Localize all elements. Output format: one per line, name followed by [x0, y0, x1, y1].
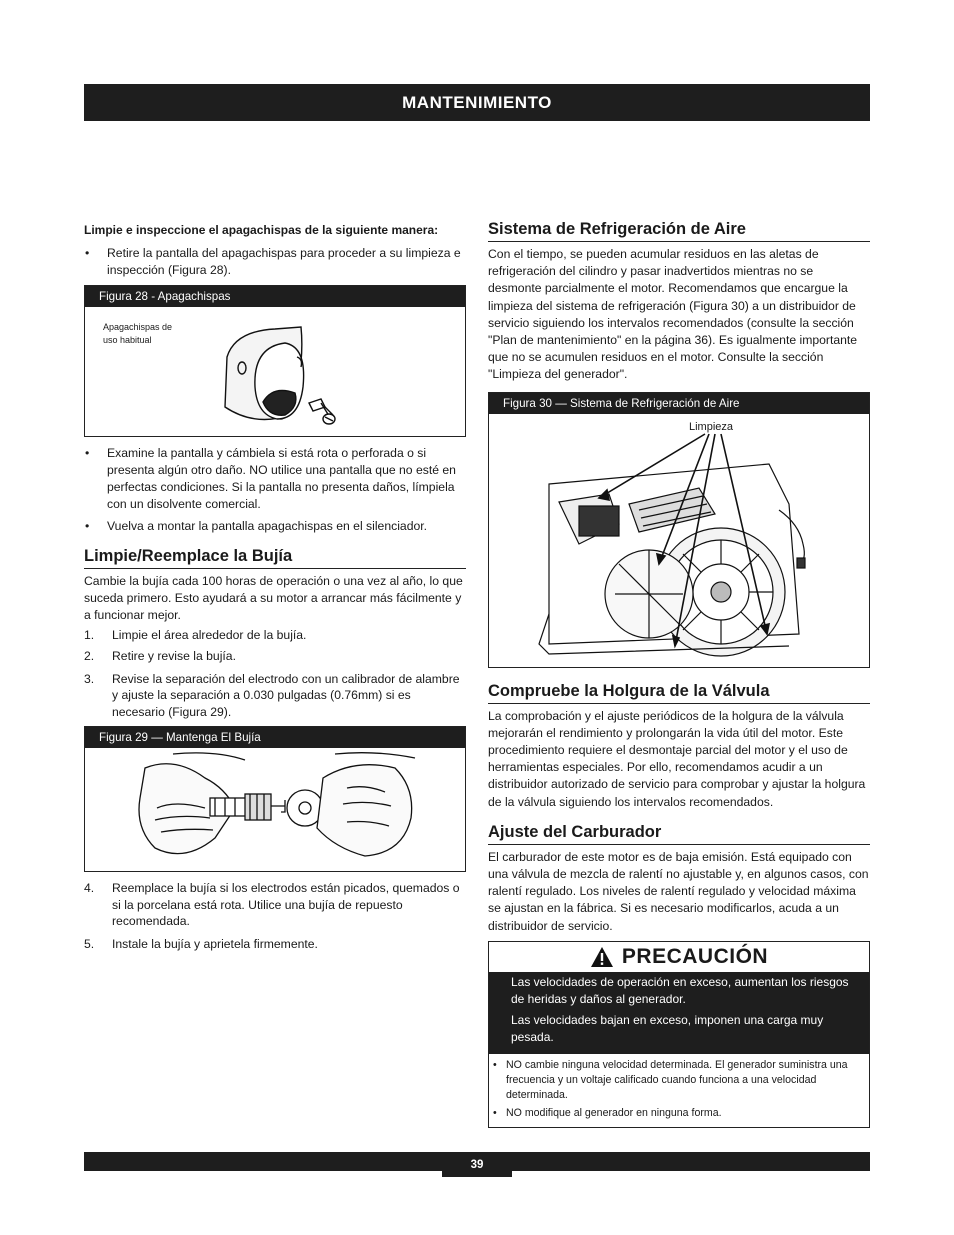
step-number: 5.	[84, 936, 95, 951]
figure-label	[103, 321, 172, 347]
figure-label-line: Apagachispas de	[103, 322, 173, 332]
caution-header	[489, 942, 869, 972]
list-item: • Examine la pantalla y cámbiela si está rota o perforada o si presenta algún otro daño. NO utilice una pantalla que no esté en perfectas condiciones. Si la pantalla no presenta daños, límpiela con un disolvente comercial.	[84, 445, 466, 513]
list-item	[84, 936, 466, 953]
warning-triangle-icon	[590, 946, 614, 968]
valve-heading: Compruebe la Holgura de la Válvula	[488, 682, 870, 704]
bullet-list-b	[84, 445, 466, 535]
right-column	[488, 220, 870, 1128]
step-text: Limpie el área alrededor de la bujía.	[112, 627, 307, 642]
bullet-list-a	[84, 245, 466, 279]
section-title: MANTENIMIENTO	[402, 92, 552, 112]
step-number: 2.	[84, 649, 95, 664]
list-item	[84, 627, 466, 644]
valve-body: La comprobación y el ajuste periódicos de la holgura de la válvula mejorarán el rendimiento y prolongarán la vida útil del motor. Este procedimiento requiere el desmontaje parcial del motor y el uso de herramientas especiales. Por ello, recomendamos acudir a un distribuidor autorizado de servicio para comprobar y ajustar la holgura de la válvula siguiendo los intervalos recomendados.	[488, 708, 866, 809]
carburetor-body: El carburador de este motor es de baja emisión. Está equipado con una válvula de mezcla de ralentí no ajustable y, en algunos casos, con ralentí regulado. Los niveles de ralentí regulado y velocidad máxima se ajustan en la fábrica. Si es necesario modificarlos, acuda a un distribuidor de servicio.	[488, 849, 869, 933]
spark-plug-heading: Limpie/Reemplace la Bujía	[84, 547, 466, 569]
caution-warning-text	[489, 972, 869, 1054]
page-number-tab	[442, 1152, 512, 1177]
caution-title: PRECAUCIÓN	[621, 944, 769, 968]
figure-29	[84, 726, 466, 872]
figure-label: Limpieza	[689, 420, 734, 433]
step-text: Revise la separación del electrodo con un calibrador de alambre y ajuste la separación a 0.030 pulgadas (0.76mm) si es necesario (Figura 29).	[112, 671, 460, 719]
spark-plug-illustration	[85, 748, 465, 870]
figure-caption: Figura 29 — Mantenga El Bujía	[85, 727, 465, 748]
steps-list-b	[84, 880, 466, 952]
caution-line: Las velocidades bajan en exceso, imponen una carga muy pesada.	[511, 1012, 824, 1044]
figure-30	[488, 392, 870, 668]
step-text: Retire y revise la bujía.	[112, 649, 236, 664]
step-text: Instale la bujía y aprietela firmemente.	[112, 936, 318, 951]
caution-bullets	[489, 1054, 869, 1127]
page-number: 39	[470, 1158, 484, 1171]
list-item: • Vuelva a montar la pantalla apagachispas en el silenciador.	[84, 518, 466, 535]
section-header	[84, 84, 870, 121]
step-number: 3.	[84, 671, 95, 686]
step-number: 4.	[84, 881, 95, 896]
cooling-body: Con el tiempo, se pueden acumular residuos en las aletas de refrigeración del cilindro y pasar inadvertidos mientras no se desmonte parcialmente el motor. Recomendamos que encargue la limpieza del sistema de refrigeración (Figura 30) a un distribuidor de servicio siguiendo los intervalos recomendados (consulte la sección "Plan de mantenimiento" en la página 36). Es igualmente importante que no se acumulen residuos en el motor. Consulte la sección "Limpieza del generador".	[488, 247, 858, 382]
figure-caption: Figura 30 — Sistema de Refrigeración de Aire	[489, 393, 869, 414]
list-item: • NO cambie ninguna velocidad determinada. El generador suministra una frecuencia y un voltaje calificado cuando funciona a una velocidad determinada.	[493, 1058, 863, 1103]
list-item	[84, 648, 466, 665]
caution-box	[488, 941, 870, 1128]
list-item	[84, 880, 466, 930]
step-number: 1.	[84, 627, 95, 642]
engine-cooling-illustration	[489, 414, 869, 668]
list-item	[84, 671, 466, 721]
spark-plug-body: Cambie la bujía cada 100 horas de operación o una vez al año, lo que suceda primero. Esto ayudará a su motor a arrancar más fácilmente y a funcionar mejor.	[84, 574, 463, 623]
list-item: • Retire la pantalla del apagachispas para proceder a su limpieza e inspección (Figura 28).	[84, 245, 466, 279]
figure-28	[84, 285, 466, 437]
figure-label-line: uso habitual	[103, 335, 152, 345]
steps-list-a	[84, 627, 466, 721]
cooling-heading: Sistema de Refrigeración de Aire	[488, 220, 870, 242]
left-column	[84, 220, 466, 952]
intro-bold-text: Limpie e inspeccione el apagachispas de la siguiente manera:	[84, 223, 439, 237]
list-item: • NO modifique al generador en ninguna forma.	[493, 1106, 863, 1121]
caution-line: Las velocidades de operación en exceso, aumentan los riesgos de heridas y daños al generador.	[511, 974, 849, 1006]
carburetor-heading: Ajuste del Carburador	[488, 823, 870, 845]
step-text: Reemplace la bujía si los electrodos están picados, quemados o si la porcelana está rota. Utilice una bujía de repuesto recomendada.	[112, 881, 460, 929]
figure-caption: Figura 28 - Apagachispas	[85, 286, 465, 307]
